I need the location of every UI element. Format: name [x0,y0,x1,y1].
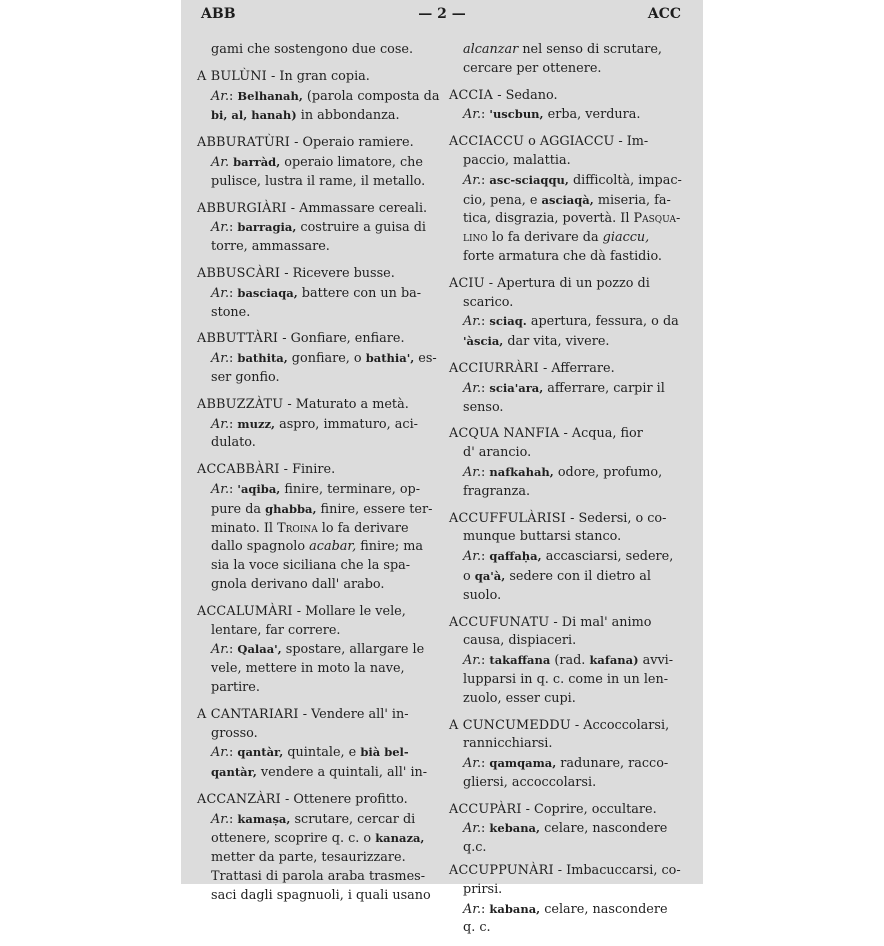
definition: o AGGIACCU - Im- [524,134,649,150]
definition: - Sedersi, o co- [566,510,667,526]
definition: - Di mal' animo [549,614,652,630]
etymology-continuation [449,483,683,502]
arabic-term: nafkahah, [489,464,554,479]
etymology-continuation [449,671,683,690]
arabic-term: asciaqà, [541,192,594,207]
entry-heading-line [197,791,441,810]
arabic-label: Ar. [463,549,482,565]
text-run: accasciarsi, sedere, [541,549,674,565]
arabic-label: Ar. [211,416,230,432]
text-run: cercare per ottenere. [463,60,602,76]
text-run: : [481,172,490,188]
arabic-label: Ar. [211,88,230,104]
arabic-label: Ar. [211,811,230,827]
etymology-line [197,640,441,660]
arabic-term: Belhanah, [237,88,303,103]
running-head-right: ACC [647,6,681,22]
entry-heading-line [197,200,441,219]
arabic-label: Ar. [211,481,230,497]
definition: - Apertura di un pozzo di [484,275,650,291]
arabic-term: bià bel- [360,745,409,760]
definition: - In gran copia. [266,68,370,84]
text-run: lupparsi in q. c. come in un len- [463,671,669,687]
headword: ACCALUMÀRI [197,603,293,619]
dictionary-entry [197,396,441,453]
text-run: : [229,88,238,104]
definition: - Gonfiare, enfiare. [278,331,405,347]
etymology-line [449,379,683,399]
arabic-label: Ar. [463,653,482,669]
definition-continuation: scarico. [463,294,514,310]
headword: ACCIURRÀRI [449,360,539,376]
entry-heading-line [449,87,683,106]
etymology-line [449,463,683,483]
arabic-label: Ar. [211,642,230,658]
text-run: (parola composta da [302,88,440,104]
definition-continuation: lentare, far correre. [211,622,341,638]
etymology-line [197,87,441,107]
etymology-line [449,754,683,774]
etymology-continuation [197,887,441,906]
text-run: (rad. [550,653,590,669]
arabic-label: Ar. [211,285,230,301]
author-name: Pasqua- [633,211,681,227]
text-run: ottenere, scoprire q. c. o [211,831,376,847]
arabic-term: scia'ara, [489,380,544,395]
text-run: torre, ammassare. [211,239,330,255]
arabic-term: kamaṣa, [237,811,291,826]
arabic-term: takaffana [489,653,551,668]
arabic-term: 'aqiba, [237,481,281,496]
text-run: nel senso di scrutare, [518,42,662,57]
arabic-label: Ar. [211,154,230,170]
arabic-label: Ar. [463,901,482,917]
text-run: quintale, e [283,745,361,761]
text-run: aspro, immaturo, aci- [275,416,418,432]
arabic-term: barragia, [237,220,297,235]
text-run: fragranza. [463,483,531,499]
entry-heading-line [197,461,441,480]
entry-heading-line [449,801,683,820]
text-run: q. c. [463,920,491,936]
arabic-label: Ar. [211,220,230,236]
etymology-line [197,810,441,830]
etymology-continuation [197,538,441,557]
etymology-line [449,171,683,191]
text-run: celare, nascondere [540,901,668,917]
text-run: celare, nascondere q.c. [463,821,668,856]
text-run: spostare, allargare le [281,642,425,658]
entry-heading-line [197,68,441,87]
etymology-continuation [197,238,441,257]
definition: - Imbacuccarsi, co- [553,863,681,879]
text-run: dar vita, vivere. [503,334,610,350]
headword: A CUNCUMEDDU [449,717,571,733]
etymology-line [449,105,683,125]
text-run: lo fa derivare [317,520,409,536]
definition-continuation: paccio, malattia. [463,152,571,168]
dictionary-entry [197,134,441,191]
definition: - Accoccolarsi, [570,717,670,733]
text-run: es- [414,351,437,367]
dictionary-entry [197,461,441,595]
definition-continuation: munque buttarsi stanco. [463,529,622,545]
dictionary-entry [197,68,441,126]
arabic-label: Ar. [463,464,482,480]
definition: - Afferrare. [538,360,615,376]
etymology-line [449,651,683,671]
entry-heading-line [449,614,683,633]
etymology-continuation [449,587,683,606]
dictionary-entry [449,275,683,352]
text-run: o [463,568,475,584]
text-run: : [229,745,238,761]
text-run: odore, profumo, [553,464,663,480]
etymology-continuation [197,304,441,323]
definition: - Maturato a metà. [283,396,409,412]
arabic-term: bi, al, hanah) [211,108,297,123]
text-run: apertura, fessura, o da [526,314,679,330]
dictionary-entry [449,360,683,417]
etymology-continuation [197,849,441,868]
text-run: ser gonfio. [211,369,280,385]
text-run: forte armatura che dà fastidio. [463,248,662,264]
italic-term: giaccu, [602,230,650,246]
arabic-term: bathia', [365,351,415,366]
dictionary-entry [197,603,441,698]
etymology-continuation [197,434,441,453]
arabic-label: Ar. [211,745,230,761]
text-run: miseria, fa- [593,192,671,208]
dictionary-entry [449,614,683,709]
italic-term: alcanzar [463,42,519,57]
text-run: pulisce, lustra il rame, il metallo. [211,173,426,189]
arabic-label: Ar. [463,107,482,123]
arabic-label: Ar. [463,314,482,330]
arabic-term: qantàr, [211,765,257,780]
etymology-continuation [197,763,441,783]
text-run: avvi- [638,653,674,669]
etymology-line [449,547,683,567]
text-run: minato. Il [211,520,278,536]
etymology-continuation [449,690,683,709]
dictionary-entry [449,717,683,793]
headword: A BULÙNI [197,68,267,84]
arabic-term: kanaza, [375,831,425,846]
dictionary-entry [449,425,683,501]
entry-heading-line [449,717,683,736]
definition: - Sedano. [493,87,558,103]
text-run: : [229,351,238,367]
definition-continuation: d' arancio. [463,445,532,461]
entry-heading-line [449,275,683,294]
text-run: : [481,314,490,330]
headword: ACCUPPUNÀRI [449,863,554,879]
headword: A CANTARIARI [197,706,299,722]
definition: - Acqua, fior [559,426,643,442]
text-run: difficoltà, impac- [568,172,682,188]
arabic-label: Ar. [211,351,230,367]
text-run: : [481,380,490,396]
text-run: : [229,811,238,827]
arabic-term: kebana, [489,821,541,836]
dictionary-entry [449,510,683,606]
text-run: : [229,481,238,497]
headword: ABBURATÙRI [197,135,291,151]
text-run: saci dagli spagnuoli, i quali usano [211,887,431,903]
arabic-term: qa'à, [474,568,506,583]
text-run: metter da parte, tesaurizzare. [211,850,406,866]
etymology-continuation [197,679,441,698]
arabic-term: 'àscia, [463,334,504,349]
dictionary-entry [197,265,441,322]
arabic-term: sciaq. [489,314,527,329]
definition: - Ottenere profitto. [280,791,408,807]
entry-continuation [197,41,441,60]
text-run: partire. [211,679,260,695]
text-run: battere con un ba- [297,285,422,301]
etymology-continuation [449,210,683,229]
text-run: scrutare, cercar di [290,811,416,827]
headword: ABBUZZÀTU [197,396,284,412]
etymology-continuation [449,567,683,587]
text-run: suolo. [463,587,502,603]
etymology-continuation [197,369,441,388]
headword: ACCIACCU [449,134,525,150]
continuation-line: gami che sostengono due cose. [211,42,414,57]
etymology-line [197,743,441,763]
text-run: finire, essere ter- [316,501,433,517]
text-run: sedere con il dietro al [505,568,652,584]
etymology-continuation [449,229,683,248]
etymology-line [449,819,683,858]
continuation-line [449,60,683,79]
etymology-line [449,312,683,332]
etymology-line [197,153,441,173]
headword: ACCABBÀRI [197,462,280,478]
dictionary-entry [197,706,441,783]
text-run: Trattasi di parola araba trasmes- [211,869,426,885]
headword: ABBURGIÀRI [197,200,287,216]
dictionary-entry [197,200,441,257]
text-run: in abbondanza. [296,108,400,124]
text-run: : [481,653,490,669]
arabic-term: qaffaḥa, [489,549,542,564]
entry-heading-line [197,330,441,349]
arabic-term: asc-sciaqqu, [489,172,569,187]
dictionary-entry [197,791,441,906]
entry-heading-line [449,510,683,529]
arabic-term: kabana, [489,901,541,916]
text-run: : [229,642,238,658]
etymology-continuation [197,173,441,192]
continuation-line [449,41,683,60]
definition-continuation: causa, dispiaceri. [463,633,577,649]
definition-continuation: grosso. [211,725,258,741]
etymology-continuation [197,868,441,887]
text-run: : [481,756,490,772]
italic-term: acabar, [309,539,357,555]
entry-heading-line [449,133,683,152]
entry-heading-line [449,862,683,881]
text-run: costruire a guisa di [296,220,426,236]
text-run: : [481,107,490,123]
author-name: lino [463,230,488,246]
etymology-continuation [197,557,441,576]
text-run: : [229,220,238,236]
text-run: senso. [463,399,504,415]
text-run: cio, pena, e [463,192,542,208]
arabic-label: Ar. [463,821,482,837]
text-run: afferrare, carpir il [543,380,665,396]
entry-continuation [449,41,683,79]
text-run: dulato. [211,435,256,451]
arabic-label: Ar. [463,172,482,188]
arabic-term: 'uscbun, [489,107,544,122]
dictionary-entry [449,87,683,126]
text-run: dallo spagnolo [211,539,310,555]
text-run: : [481,464,490,480]
etymology-continuation [197,576,441,595]
headword: ACCIA [449,87,494,103]
headword: ACCUFUNATU [449,614,550,630]
running-head-left: ABB [201,6,236,22]
definition: - Finire. [279,462,336,478]
etymology-continuation [197,500,441,520]
etymology-continuation [449,191,683,211]
text-run: zuolo, esser cupi. [463,690,576,706]
text-run: : [481,901,490,917]
etymology-continuation [197,106,441,126]
text-run: : [481,821,490,837]
text-run: tica, disgrazia, povertà. Il [463,211,634,227]
arabic-term: qamqama, [489,756,557,771]
headword: ACCANZÀRI [197,791,281,807]
text-run: radunare, racco- [556,756,669,772]
text-run: : [229,285,238,301]
entry-heading-line [197,396,441,415]
definition: - Operaio ramiere. [290,135,414,151]
text-run: gonfiare, o [287,351,366,367]
text-run: finire; ma [356,539,423,555]
entry-heading-line [449,425,683,444]
definition-continuation: prirsi. [463,881,503,897]
text-run: operaio limatore, che [280,154,423,170]
definition: - Mollare le vele, [292,603,406,619]
etymology-continuation [449,919,683,938]
entry-heading-line [449,360,683,379]
headword: ACIU [449,275,485,291]
dictionary-entry [449,801,683,858]
entry-heading-line [197,134,441,153]
page-number: — 2 — [418,6,466,22]
text-run: stone. [211,304,251,320]
author-name: Troina [277,520,318,536]
dictionary-entry [449,862,683,938]
right-column [449,41,683,946]
arabic-term: ghabba, [265,501,317,516]
arabic-term: Qalaa', [237,642,282,657]
dictionary-page [181,0,703,936]
text-run: vele, mettere in moto la nave, [211,661,405,677]
text-run: pure da [211,501,266,517]
text-run: vendere a quintali, all' in- [256,765,428,781]
text-run: erba, verdura. [543,107,641,123]
etymology-line [449,900,683,920]
text-run: gnola derivano dall' arabo. [211,576,385,592]
arabic-term: kafana) [589,653,639,668]
definition: - Coprire, occultare. [521,801,657,817]
etymology-continuation [449,332,683,352]
etymology-continuation [197,829,441,849]
etymology-continuation [197,520,441,539]
headword: ACCUPÀRI [449,801,522,817]
etymology-line [197,415,441,435]
arabic-term: barràd, [233,154,281,169]
text-run: finire, terminare, op- [280,481,421,497]
text-run: : [229,416,238,432]
etymology-continuation [449,399,683,418]
arabic-label: Ar. [463,380,482,396]
text-run: : [481,549,490,565]
definition: - Ammassare cereali. [286,200,428,216]
definition: - Ricevere busse. [280,265,395,281]
headword: ACQUA NANFIA [449,426,560,442]
definition-continuation: rannicchiarsi. [463,736,553,752]
etymology-continuation [449,774,683,793]
entry-heading-line [197,603,441,622]
etymology-line [197,218,441,238]
headword: ACCUFFULÀRISI [449,510,567,526]
etymology-continuation [197,660,441,679]
arabic-label: Ar. [463,756,482,772]
headword: ABBUSCÀRI [197,265,281,281]
text-run: gliersi, accoccolarsi. [463,774,597,790]
etymology-continuation [449,248,683,267]
arabic-term: qantàr, [237,745,284,760]
arabic-term: bathita, [237,351,288,366]
left-column [197,41,441,914]
dictionary-entry [197,330,441,387]
etymology-line [197,480,441,500]
etymology-line [197,349,441,369]
text-run: lo fa derivare da [487,230,603,246]
dictionary-entry [449,133,683,267]
arabic-term: muzz, [237,416,276,431]
definition: - Vendere all' in- [298,706,409,722]
headword: ABBUTTÀRI [197,331,279,347]
text-run: sia la voce siciliana che la spa- [211,558,411,574]
arabic-term: basciaqa, [237,285,298,300]
etymology-line [197,284,441,304]
entry-heading-line [197,265,441,284]
entry-heading-line [197,706,441,725]
